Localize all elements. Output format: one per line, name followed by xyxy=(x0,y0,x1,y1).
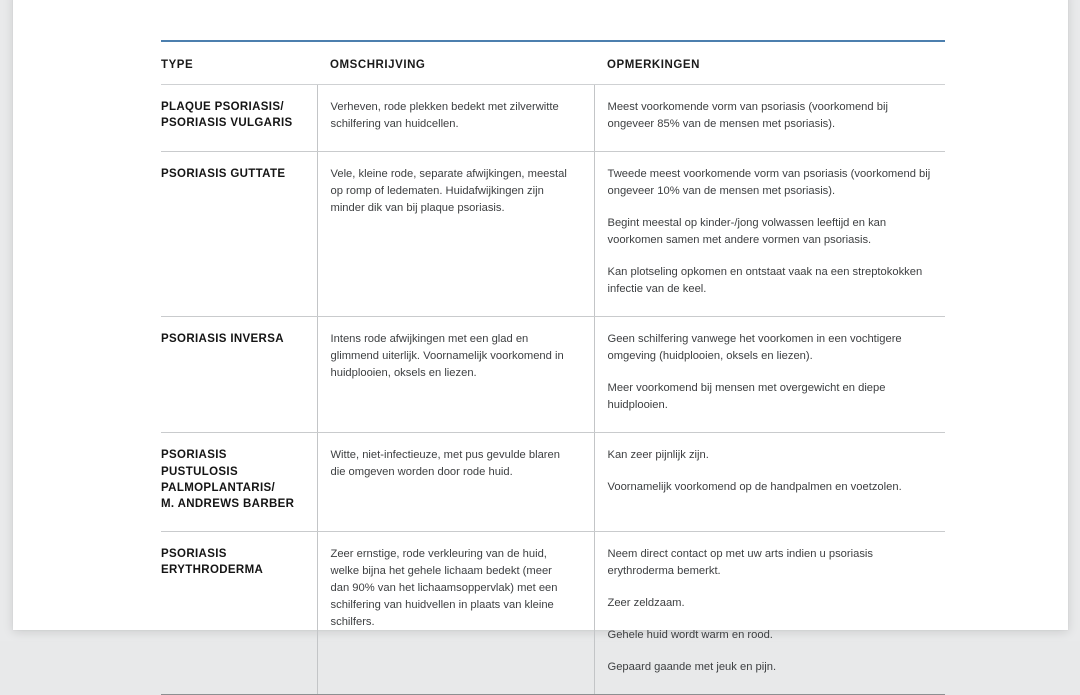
type-name-label xyxy=(161,166,301,182)
cell-remarks xyxy=(594,85,945,152)
cell-remarks xyxy=(594,433,945,531)
cell-remarks-inner-text xyxy=(608,166,936,298)
type-name-label xyxy=(161,331,301,347)
type-name-line: PALMOPLANTARIS/ xyxy=(161,481,276,494)
table-header xyxy=(161,41,945,85)
cell-remarks-inner-text xyxy=(608,447,936,496)
column-header-remarks-label: OPMERKINGEN xyxy=(607,59,700,71)
column-header-type-label: TYPE xyxy=(161,59,194,71)
cell-type xyxy=(161,317,317,433)
cell-type-inner xyxy=(161,152,317,200)
cell-description-inner xyxy=(318,85,594,151)
table-row xyxy=(161,531,945,694)
cell-remarks xyxy=(594,152,945,317)
cell-remarks-inner xyxy=(595,85,946,151)
cell-remarks-inner xyxy=(595,317,946,432)
type-name-line: PSORIASIS GUTTATE xyxy=(161,168,286,181)
type-name-label xyxy=(161,546,301,579)
remarks-paragraph: Begint meestal op kinder-/jong volwassen leeftijd en kan voorkomen samen met andere vormen van psoriasis. xyxy=(607,217,887,247)
description-paragraph: Vele, kleine rode, separate afwijkingen, meestal op romp of ledematen. Huidafwijkingen zijn minder dik van bij plaque psoriasis. xyxy=(330,168,567,215)
description-paragraph: Zeer ernstige, rode verkleuring van de huid, welke bijna het gehele lichaam bedekt (meer dan 90% van het lichaamsoppervlak) met een schilfering van huidvellen in plaats van kleine schilfers. xyxy=(330,547,558,628)
type-name-line: ERYTHRODERMA xyxy=(161,563,264,576)
cell-type-inner xyxy=(161,317,317,365)
description-paragraph: Intens rode afwijkingen met een glad en glimmend uiterlijk. Voornamelijk voorkomend in huidplooien, oksels en liezen. xyxy=(330,333,564,380)
cell-description-inner xyxy=(318,532,594,649)
remarks-paragraph: Meest voorkomende vorm van psoriasis (voorkomend bij ongeveer 85% van de mensen met psoriasis). xyxy=(607,101,888,131)
remarks-paragraph: Neem direct contact op met uw arts indien u psoriasis erythroderma bemerkt. xyxy=(607,547,874,577)
type-name-line: PSORIASIS xyxy=(161,547,227,560)
psoriasis-table-container xyxy=(161,40,945,695)
column-header-remarks xyxy=(594,41,945,85)
table-row xyxy=(161,152,945,317)
cell-description-inner-text xyxy=(331,166,574,217)
remarks-paragraph: Kan plotseling opkomen en ontstaat vaak na een streptokokken infectie van de keel. xyxy=(607,266,923,296)
cell-description xyxy=(317,317,594,433)
cell-description-inner-text xyxy=(331,331,574,382)
table-body xyxy=(161,85,945,695)
cell-type-inner xyxy=(161,85,317,150)
cell-type-inner xyxy=(161,532,317,597)
cell-remarks-inner xyxy=(595,433,946,514)
column-header-type-inner xyxy=(161,55,317,73)
psoriasis-types-table xyxy=(161,40,945,695)
cell-type xyxy=(161,433,317,531)
cell-description-inner xyxy=(318,152,594,235)
remarks-paragraph: Kan zeer pijnlijk zijn. xyxy=(607,449,709,462)
cell-description-inner-text xyxy=(331,447,574,481)
remarks-paragraph: Voornamelijk voorkomend op de handpalmen en voetzolen. xyxy=(607,481,902,494)
cell-description-inner xyxy=(318,317,594,400)
cell-description xyxy=(317,531,594,694)
type-name-label xyxy=(161,447,301,512)
cell-type-inner xyxy=(161,433,317,530)
cell-remarks-inner-text xyxy=(608,331,936,414)
column-header-type xyxy=(161,41,317,85)
type-name-line: PLAQUE PSORIASIS/ xyxy=(161,101,284,113)
table-row xyxy=(161,85,945,152)
remarks-paragraph: Geen schilfering vanwege het voorkomen in een vochtigere omgeving (huidplooien, oksels en liezen). xyxy=(607,333,902,363)
table-header-row xyxy=(161,41,945,85)
cell-remarks-inner-text xyxy=(608,99,936,133)
description-paragraph: Witte, niet-infectieuze, met pus gevulde blaren die omgeven worden door rode huid. xyxy=(330,449,560,479)
cell-description xyxy=(317,433,594,531)
description-paragraph: Verheven, rode plekken bedekt met zilverwitte schilfering van huidcellen. xyxy=(330,101,559,131)
column-header-description xyxy=(317,41,594,85)
column-header-description-inner xyxy=(317,55,594,73)
column-header-description-label: OMSCHRIJVING xyxy=(330,59,426,71)
remarks-paragraph: Tweede meest voorkomende vorm van psoriasis (voorkomend bij ongeveer 10% van de mensen met psoriasis). xyxy=(607,168,931,198)
type-name-label xyxy=(161,99,301,132)
cell-remarks-inner xyxy=(595,152,946,316)
cell-description-inner xyxy=(318,433,594,499)
table-row xyxy=(161,317,945,433)
cell-remarks-inner-text xyxy=(608,546,936,676)
cell-description xyxy=(317,152,594,317)
cell-type xyxy=(161,85,317,152)
cell-description-inner-text xyxy=(331,99,574,133)
remarks-paragraph: Zeer zeldzaam. xyxy=(607,596,685,609)
cell-type xyxy=(161,531,317,694)
type-name-line: PSORIASIS VULGARIS xyxy=(161,117,293,130)
document-sheet xyxy=(13,0,1068,673)
cell-remarks-inner xyxy=(595,532,946,694)
remarks-paragraph: Gepaard gaande met jeuk en pijn. xyxy=(607,660,777,673)
type-name-line: PSORIASIS INVERSA xyxy=(161,333,284,346)
cell-remarks xyxy=(594,317,945,433)
type-name-line: PSORIASIS PUSTULOSIS xyxy=(161,449,238,478)
column-header-remarks-inner xyxy=(594,55,945,73)
cell-description-inner-text xyxy=(331,546,574,631)
cell-remarks xyxy=(594,531,945,694)
remarks-paragraph: Gehele huid wordt warm en rood. xyxy=(607,628,773,641)
cell-description xyxy=(317,85,594,152)
table-row xyxy=(161,433,945,531)
remarks-paragraph: Meer voorkomend bij mensen met overgewicht en diepe huidplooien. xyxy=(607,382,886,412)
cell-type xyxy=(161,152,317,317)
type-name-line: M. ANDREWS BARBER xyxy=(161,498,295,511)
